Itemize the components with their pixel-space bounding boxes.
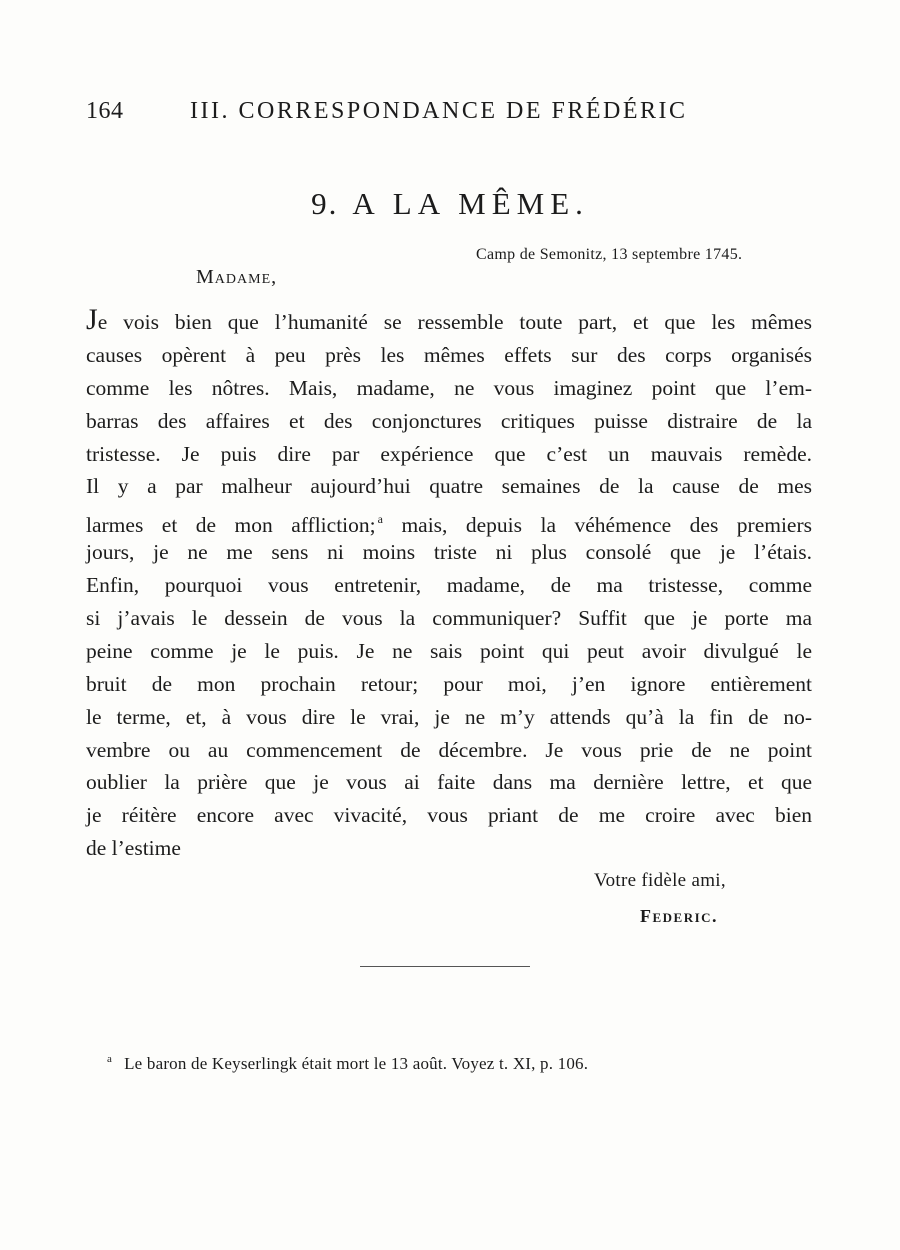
body-line: Je vois bien que l’humanité se ressemble toute part, et que les mêmes xyxy=(86,303,812,336)
body-line: Il y a par malheur aujourd’hui quatre semaines de la cause de mes xyxy=(86,474,812,499)
body-line: le terme, et, à vous dire le vrai, je ne m’y attends qu’à la fin de no- xyxy=(86,704,812,729)
footnote-text: Le baron de Keyserlingk était mort le 13 août. Voyez t. XI, p. 106. xyxy=(124,1054,589,1073)
drop-cap: J xyxy=(86,303,98,336)
footnote-mark: a xyxy=(107,1053,113,1065)
closing: Votre fidèle ami, xyxy=(594,870,726,891)
body-line: causes opèrent à peu près les mêmes effets sur des corps organisés xyxy=(86,342,812,367)
letter-number: 9. xyxy=(311,186,339,221)
signature: Federic. xyxy=(640,906,719,926)
body-line: tristesse. Je puis dire par expérience que c’est un mauvais remède. xyxy=(86,441,812,466)
body-line: oublier la prière que je vous ai faite dans ma dernière lettre, et que xyxy=(86,770,812,795)
letter-heading xyxy=(0,186,900,222)
running-head-title: III. CORRESPONDANCE DE FRÉDÉRIC xyxy=(190,98,688,124)
salutation: Madame, xyxy=(196,266,278,288)
letter-body xyxy=(86,303,813,865)
body-line: vembre ou au commencement de décembre. Je vous prie de ne point xyxy=(86,737,812,762)
dateline: Camp de Semonitz, 13 septembre 1745. xyxy=(476,246,743,263)
body-line: de l’estime xyxy=(86,836,181,861)
body-line: je réitère encore avec vivacité, vous priant de me croire avec bien xyxy=(86,803,812,828)
running-head xyxy=(86,98,726,130)
body-line: bruit de mon prochain retour; pour moi, j’en ignore entièrement xyxy=(86,671,812,696)
footnote xyxy=(107,1053,588,1074)
body-line: peine comme je le puis. Je ne sais point qui peut avoir divulgué le xyxy=(86,638,812,663)
body-line: si j’avais le dessein de vous la communiquer? Suffit que je porte ma xyxy=(86,606,812,631)
body-line: Enfin, pourquoi vous entretenir, madame, de ma tristesse, comme xyxy=(86,573,812,598)
separator-rule xyxy=(360,966,530,967)
body-line: jours, je ne me sens ni moins triste ni plus consolé que je l’étais. xyxy=(86,540,812,565)
body-line: comme les nôtres. Mais, madame, ne vous imaginez point que l’em- xyxy=(86,375,812,400)
letter-title: A LA MÊME. xyxy=(352,186,589,221)
body-line: larmes et de mon affliction; $^a$ mais, depuis la véhémence des premiers xyxy=(86,512,813,538)
body-line: barras des affaires et des conjonctures critiques puisse distraire de la xyxy=(86,408,812,433)
footnote-reference[interactable]: a xyxy=(377,512,383,527)
page-number: 164 xyxy=(86,98,124,124)
